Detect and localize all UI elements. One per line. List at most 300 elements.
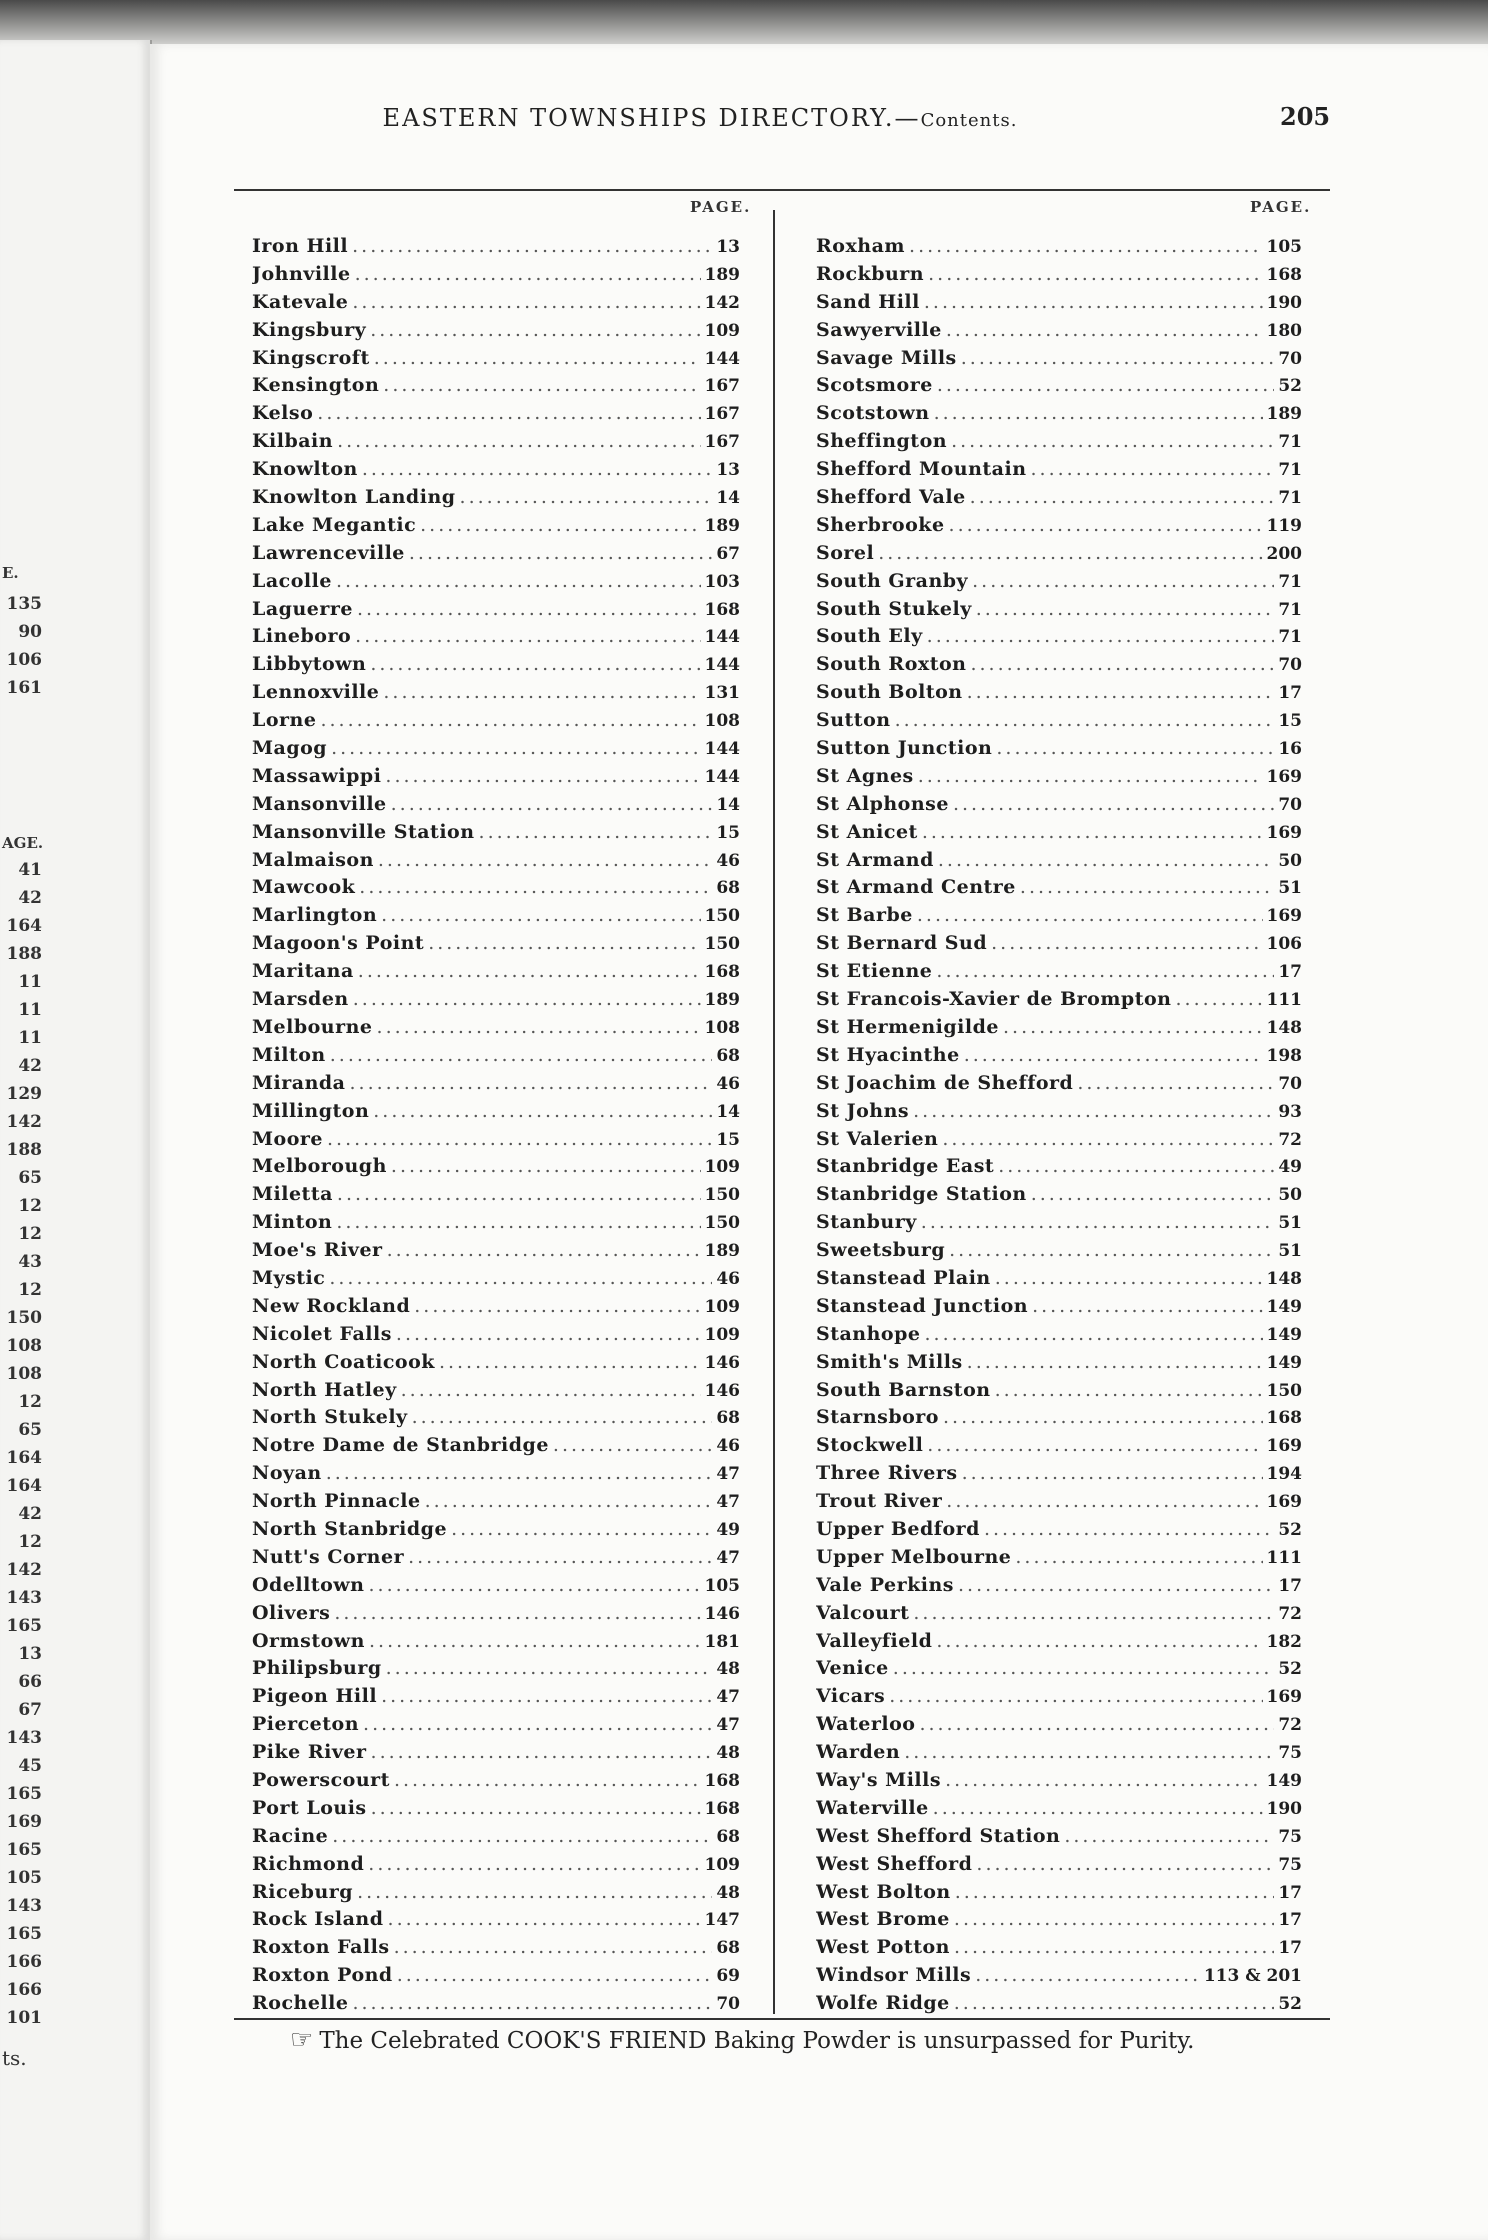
place-name: Nicolet Falls bbox=[252, 1322, 392, 1345]
index-entry bbox=[816, 512, 1302, 540]
place-name: Noyan bbox=[252, 1462, 322, 1485]
margin-number: 66 bbox=[18, 1672, 42, 1692]
dot-leader bbox=[954, 1906, 1274, 1934]
previous-page-edge bbox=[0, 40, 152, 2240]
page-ref: 69 bbox=[716, 1966, 740, 1987]
page-ref: 198 bbox=[1266, 1045, 1302, 1066]
index-entry bbox=[816, 1879, 1302, 1907]
place-name: Waterloo bbox=[816, 1713, 916, 1736]
index-entry bbox=[252, 1655, 740, 1683]
place-name: Lorne bbox=[252, 709, 317, 732]
index-entry bbox=[816, 289, 1302, 317]
page-ref: 167 bbox=[704, 432, 740, 453]
index-entry bbox=[252, 986, 740, 1014]
index-entry bbox=[252, 428, 740, 456]
place-name: Mawcook bbox=[252, 876, 356, 899]
place-name: North Pinnacle bbox=[252, 1490, 421, 1513]
place-name: Marlington bbox=[252, 904, 378, 927]
index-entry bbox=[252, 930, 740, 958]
index-entry bbox=[816, 1070, 1302, 1098]
place-name: Kingsbury bbox=[252, 318, 367, 341]
index-entry bbox=[252, 1739, 740, 1767]
dot-leader bbox=[425, 1488, 713, 1516]
page-ref: 150 bbox=[704, 906, 740, 927]
place-name: Lacolle bbox=[252, 569, 332, 592]
page-ref: 71 bbox=[1278, 599, 1302, 620]
dot-leader bbox=[967, 679, 1275, 707]
margin-numbers-top bbox=[0, 590, 42, 702]
dot-leader bbox=[917, 902, 1263, 930]
page-ref: 70 bbox=[1278, 1073, 1302, 1094]
dot-leader bbox=[330, 1042, 713, 1070]
place-name: Pigeon Hill bbox=[252, 1685, 378, 1708]
dot-leader bbox=[958, 1572, 1274, 1600]
page-ref: 169 bbox=[1266, 906, 1302, 927]
place-name: Lake Megantic bbox=[252, 513, 417, 536]
place-name: Notre Dame de Stanbridge bbox=[252, 1434, 549, 1457]
index-entry bbox=[252, 1070, 740, 1098]
dot-leader bbox=[951, 428, 1274, 456]
place-name: Lennoxville bbox=[252, 681, 380, 704]
index-entry bbox=[252, 707, 740, 735]
dot-leader bbox=[414, 1293, 700, 1321]
pointing-hand-icon: ☞ bbox=[290, 2025, 314, 2055]
dot-leader bbox=[995, 1265, 1263, 1293]
place-name: Miranda bbox=[252, 1071, 346, 1094]
index-entry bbox=[252, 1126, 740, 1154]
index-entry bbox=[816, 1795, 1302, 1823]
place-name: Savage Mills bbox=[816, 346, 957, 369]
index-entry bbox=[252, 791, 740, 819]
dot-leader bbox=[460, 484, 713, 512]
place-name: Shefford Vale bbox=[816, 486, 966, 509]
dot-leader bbox=[904, 1739, 1274, 1767]
index-entry bbox=[816, 1655, 1302, 1683]
index-entry bbox=[252, 1544, 740, 1572]
page-ref: 52 bbox=[1278, 1519, 1302, 1540]
dot-leader bbox=[368, 1572, 700, 1600]
margin-number: 108 bbox=[6, 1336, 42, 1356]
place-name: Pierceton bbox=[252, 1713, 360, 1736]
place-name: Melbourne bbox=[252, 1015, 373, 1038]
page-ref: 46 bbox=[716, 850, 740, 871]
place-name: Way's Mills bbox=[816, 1768, 942, 1791]
place-name: Sutton bbox=[816, 709, 891, 732]
margin-number: 11 bbox=[18, 1028, 42, 1048]
margin-number: 42 bbox=[18, 1504, 42, 1524]
page-ref: 119 bbox=[1266, 515, 1302, 536]
index-entry bbox=[816, 568, 1302, 596]
page-ref: 108 bbox=[704, 711, 740, 732]
place-name: West Bolton bbox=[816, 1880, 951, 1903]
page-ref: 109 bbox=[704, 1157, 740, 1178]
index-entry bbox=[252, 1321, 740, 1349]
place-name: Minton bbox=[252, 1211, 333, 1234]
page-ref: 50 bbox=[1278, 850, 1302, 871]
dot-leader bbox=[913, 1098, 1274, 1126]
dot-leader bbox=[362, 456, 712, 484]
dot-leader bbox=[961, 345, 1275, 373]
margin-number: 43 bbox=[18, 1252, 42, 1272]
dot-leader bbox=[976, 596, 1275, 624]
page-ref: 47 bbox=[716, 1464, 740, 1485]
left-index-column bbox=[252, 233, 740, 2018]
dot-leader bbox=[359, 874, 712, 902]
index-entry bbox=[252, 847, 740, 875]
dot-leader bbox=[927, 623, 1275, 651]
dot-leader bbox=[394, 1934, 713, 1962]
page-ref: 167 bbox=[704, 404, 740, 425]
margin-number: 165 bbox=[6, 1784, 42, 1804]
page-ref: 49 bbox=[1278, 1157, 1302, 1178]
place-name: Venice bbox=[816, 1657, 889, 1680]
page-ref: 189 bbox=[704, 515, 740, 536]
page-ref: 47 bbox=[716, 1715, 740, 1736]
dot-leader bbox=[329, 1265, 712, 1293]
dot-leader bbox=[373, 1098, 712, 1126]
index-entry bbox=[816, 233, 1302, 261]
place-name: Knowlton Landing bbox=[252, 486, 456, 509]
margin-number: 12 bbox=[18, 1224, 42, 1244]
dot-leader bbox=[332, 1823, 712, 1851]
place-name: Roxham bbox=[816, 235, 906, 257]
margin-number: 105 bbox=[6, 1868, 42, 1888]
place-name: St Hermenigilde bbox=[816, 1015, 999, 1038]
index-entry bbox=[816, 1990, 1302, 2018]
index-entry bbox=[816, 484, 1302, 512]
margin-number: 165 bbox=[6, 1616, 42, 1636]
page-ref: 109 bbox=[704, 1296, 740, 1317]
dot-leader bbox=[936, 1628, 1262, 1656]
index-entry bbox=[252, 902, 740, 930]
margin-label-e: E. bbox=[2, 564, 19, 582]
margin-number: 65 bbox=[18, 1168, 42, 1188]
dot-leader bbox=[352, 289, 700, 317]
index-entry bbox=[816, 791, 1302, 819]
place-name: Valleyfield bbox=[816, 1629, 933, 1652]
page-number: 205 bbox=[1280, 102, 1331, 131]
place-name: Iron Hill bbox=[252, 235, 349, 257]
dot-leader bbox=[972, 568, 1274, 596]
index-entry bbox=[816, 902, 1302, 930]
margin-number: 42 bbox=[18, 888, 42, 908]
page-ref: 48 bbox=[716, 1659, 740, 1680]
place-name: South Ely bbox=[816, 625, 923, 648]
margin-number: 188 bbox=[6, 944, 42, 964]
page-ref: 109 bbox=[704, 1854, 740, 1875]
place-name: North Stukely bbox=[252, 1406, 408, 1429]
page-ref: 71 bbox=[1278, 571, 1302, 592]
dot-leader bbox=[1015, 1544, 1262, 1572]
page-ref: 47 bbox=[716, 1492, 740, 1513]
page-ref: 168 bbox=[704, 962, 740, 983]
place-name: Kingscroft bbox=[252, 346, 370, 369]
page-ref: 17 bbox=[1278, 962, 1302, 983]
page-ref: 51 bbox=[1278, 878, 1302, 899]
page-ref: 169 bbox=[1266, 1687, 1302, 1708]
margin-number: 101 bbox=[6, 2008, 42, 2028]
index-entry bbox=[252, 1349, 740, 1377]
page-ref: 190 bbox=[1266, 1798, 1302, 1819]
index-entry bbox=[816, 1014, 1302, 1042]
place-name: Smith's Mills bbox=[816, 1350, 963, 1373]
dot-leader bbox=[909, 233, 1262, 261]
index-entry bbox=[816, 1628, 1302, 1656]
index-entry bbox=[816, 763, 1302, 791]
place-name: Kensington bbox=[252, 374, 380, 397]
dot-leader bbox=[391, 1153, 701, 1181]
dot-leader bbox=[946, 317, 1263, 345]
index-entry bbox=[816, 1377, 1302, 1405]
dot-leader bbox=[933, 1795, 1263, 1823]
index-entry bbox=[252, 289, 740, 317]
dot-leader bbox=[355, 623, 700, 651]
dot-leader bbox=[954, 1990, 1275, 2018]
index-entry bbox=[816, 651, 1302, 679]
page-ref: 181 bbox=[704, 1631, 740, 1652]
page-ref: 72 bbox=[1278, 1129, 1302, 1150]
page-ref: 108 bbox=[704, 1017, 740, 1038]
dot-leader bbox=[938, 847, 1274, 875]
page-ref: 75 bbox=[1278, 1743, 1302, 1764]
place-name: Sutton Junction bbox=[816, 737, 993, 760]
index-entry bbox=[816, 874, 1302, 902]
place-name: St Armand Centre bbox=[816, 876, 1016, 899]
place-name: Racine bbox=[252, 1824, 329, 1847]
dot-leader bbox=[388, 1906, 701, 1934]
place-name: West Shefford bbox=[816, 1852, 973, 1875]
place-name: St Armand bbox=[816, 848, 934, 871]
dot-leader bbox=[1064, 1823, 1274, 1851]
index-entry bbox=[252, 1962, 740, 1990]
place-name: Starnsboro bbox=[816, 1406, 939, 1429]
dot-leader bbox=[937, 372, 1275, 400]
index-entry bbox=[816, 317, 1302, 345]
page-ref: 70 bbox=[1278, 348, 1302, 369]
page-title bbox=[300, 104, 1100, 132]
dot-leader bbox=[913, 1600, 1274, 1628]
dot-leader bbox=[995, 1377, 1263, 1405]
page-ref: 146 bbox=[704, 1603, 740, 1624]
place-name: St Hyacinthe bbox=[816, 1043, 960, 1066]
dot-leader bbox=[991, 930, 1262, 958]
index-entry bbox=[252, 1098, 740, 1126]
place-name: Millington bbox=[252, 1099, 370, 1122]
page-ref: 111 bbox=[1266, 990, 1302, 1011]
title-main: EASTERN TOWNSHIPS DIRECTORY.— bbox=[382, 104, 921, 132]
place-name: St Bernard Sud bbox=[816, 932, 988, 955]
dot-leader bbox=[353, 986, 701, 1014]
place-name: Johnville bbox=[252, 262, 351, 285]
index-entry bbox=[816, 847, 1302, 875]
index-entry bbox=[816, 1516, 1302, 1544]
margin-number: 169 bbox=[6, 1812, 42, 1832]
page-ref: 70 bbox=[1278, 655, 1302, 676]
place-name: Vicars bbox=[816, 1685, 886, 1708]
page-ref: 189 bbox=[1266, 404, 1302, 425]
page-ref: 189 bbox=[704, 264, 740, 285]
place-name: Moore bbox=[252, 1127, 323, 1150]
index-entry bbox=[816, 958, 1302, 986]
dot-leader bbox=[955, 1879, 1275, 1907]
page-ref: 168 bbox=[704, 1770, 740, 1791]
place-name: Rock Island bbox=[252, 1908, 384, 1931]
page-ref: 150 bbox=[704, 1213, 740, 1234]
index-entry bbox=[252, 1432, 740, 1460]
index-entry bbox=[252, 512, 740, 540]
dot-leader bbox=[408, 1544, 712, 1572]
place-name: Warden bbox=[816, 1741, 901, 1764]
dot-leader bbox=[383, 372, 700, 400]
index-entry bbox=[252, 540, 740, 568]
place-name: Stockwell bbox=[816, 1434, 924, 1457]
margin-number: 164 bbox=[6, 1448, 42, 1468]
index-entry bbox=[252, 819, 740, 847]
page-ref: 168 bbox=[704, 599, 740, 620]
dot-leader bbox=[998, 1153, 1274, 1181]
page-ref: 15 bbox=[716, 822, 740, 843]
place-name: Libbytown bbox=[252, 653, 367, 676]
margin-number: 166 bbox=[6, 1980, 42, 2000]
place-name: Magoon's Point bbox=[252, 932, 425, 955]
page-ref: 144 bbox=[704, 766, 740, 787]
place-name: West Brome bbox=[816, 1908, 950, 1931]
index-entry bbox=[816, 1404, 1302, 1432]
page-ref: 17 bbox=[1278, 1882, 1302, 1903]
dot-leader bbox=[976, 1851, 1274, 1879]
place-name: Scotstown bbox=[816, 402, 930, 425]
page-ref: 72 bbox=[1278, 1603, 1302, 1624]
page-ref: 68 bbox=[716, 1408, 740, 1429]
page-ref: 75 bbox=[1278, 1854, 1302, 1875]
index-entry bbox=[252, 568, 740, 596]
page-ref: 14 bbox=[716, 1101, 740, 1122]
page-ref: 103 bbox=[704, 571, 740, 592]
margin-number: 150 bbox=[6, 1308, 42, 1328]
page-ref: 52 bbox=[1278, 1994, 1302, 2015]
place-name: Katevale bbox=[252, 290, 349, 313]
dot-leader bbox=[439, 1349, 701, 1377]
place-name: Upper Melbourne bbox=[816, 1545, 1012, 1568]
dot-leader bbox=[352, 233, 712, 261]
dot-leader bbox=[927, 1432, 1262, 1460]
index-entry bbox=[816, 372, 1302, 400]
index-entry bbox=[816, 428, 1302, 456]
place-name: Miletta bbox=[252, 1183, 333, 1206]
place-name: St Joachim de Shefford bbox=[816, 1071, 1074, 1094]
index-entry bbox=[252, 1823, 740, 1851]
margin-number: 129 bbox=[6, 1084, 42, 1104]
margin-number: 11 bbox=[18, 972, 42, 992]
index-entry bbox=[816, 1209, 1302, 1237]
index-entry bbox=[252, 1404, 740, 1432]
index-entry bbox=[816, 1711, 1302, 1739]
dot-leader bbox=[942, 1126, 1274, 1154]
page-ref: 48 bbox=[716, 1743, 740, 1764]
margin-number: 135 bbox=[6, 594, 42, 614]
dot-leader bbox=[553, 1432, 712, 1460]
place-name: South Barnston bbox=[816, 1378, 991, 1401]
place-name: Mansonville bbox=[252, 792, 387, 815]
index-entry bbox=[816, 456, 1302, 484]
page-ref: 146 bbox=[704, 1380, 740, 1401]
dot-leader bbox=[1003, 1014, 1263, 1042]
index-entry bbox=[816, 1572, 1302, 1600]
margin-number: 12 bbox=[18, 1280, 42, 1300]
dot-leader bbox=[936, 958, 1274, 986]
margin-number: 165 bbox=[6, 1924, 42, 1944]
dot-leader bbox=[327, 1126, 712, 1154]
index-entry bbox=[816, 1962, 1302, 1990]
page-ref: 144 bbox=[704, 655, 740, 676]
place-name: Stanstead Plain bbox=[816, 1266, 991, 1289]
page-ref: 105 bbox=[704, 1575, 740, 1596]
margin-number: 65 bbox=[18, 1420, 42, 1440]
index-entry bbox=[816, 1683, 1302, 1711]
index-entry bbox=[252, 1711, 740, 1739]
dot-leader bbox=[889, 1683, 1262, 1711]
index-entry bbox=[252, 651, 740, 679]
page-ref: 17 bbox=[1278, 1938, 1302, 1959]
dot-leader bbox=[349, 1070, 712, 1098]
margin-number: 165 bbox=[6, 1840, 42, 1860]
margin-number: 143 bbox=[6, 1588, 42, 1608]
page-ref: 148 bbox=[1266, 1017, 1302, 1038]
page-ref: 149 bbox=[1266, 1296, 1302, 1317]
dot-leader bbox=[1031, 456, 1275, 484]
page-ref: 68 bbox=[716, 878, 740, 899]
index-entry bbox=[816, 930, 1302, 958]
index-entry bbox=[816, 1237, 1302, 1265]
page-ref: 13 bbox=[716, 237, 740, 257]
dot-leader bbox=[945, 1767, 1262, 1795]
dot-leader bbox=[970, 651, 1274, 679]
place-name: Knowlton bbox=[252, 458, 358, 481]
scan-shadow-top bbox=[0, 0, 1488, 44]
page-ref: 15 bbox=[1278, 711, 1302, 732]
place-name: Odelltown bbox=[252, 1573, 365, 1596]
index-entry bbox=[816, 986, 1302, 1014]
index-entry bbox=[816, 1488, 1302, 1516]
page-ref: 168 bbox=[1266, 1408, 1302, 1429]
place-name: Maritana bbox=[252, 960, 354, 983]
dot-leader bbox=[387, 1237, 701, 1265]
dot-leader bbox=[1175, 986, 1262, 1014]
dot-leader bbox=[355, 261, 701, 289]
place-name: Trout River bbox=[816, 1490, 943, 1513]
index-entry bbox=[816, 1181, 1302, 1209]
page-ref: 106 bbox=[1266, 934, 1302, 955]
index-entry bbox=[252, 1572, 740, 1600]
margin-number: 188 bbox=[6, 1140, 42, 1160]
footer-rule bbox=[234, 2018, 1330, 2020]
page-ref: 71 bbox=[1278, 627, 1302, 648]
index-entry bbox=[252, 874, 740, 902]
dot-leader bbox=[357, 1879, 712, 1907]
page-ref: 48 bbox=[716, 1882, 740, 1903]
place-name: Magog bbox=[252, 737, 328, 760]
place-name: Sherbrooke bbox=[816, 513, 945, 536]
dot-leader bbox=[975, 1962, 1200, 1990]
index-entry bbox=[252, 317, 740, 345]
dot-leader bbox=[331, 735, 700, 763]
page-ref: 71 bbox=[1278, 432, 1302, 453]
index-entry bbox=[816, 1460, 1302, 1488]
page-ref: 149 bbox=[1266, 1770, 1302, 1791]
page-ref: 111 bbox=[1266, 1547, 1302, 1568]
index-entry bbox=[252, 1906, 740, 1934]
index-entry bbox=[252, 1042, 740, 1070]
